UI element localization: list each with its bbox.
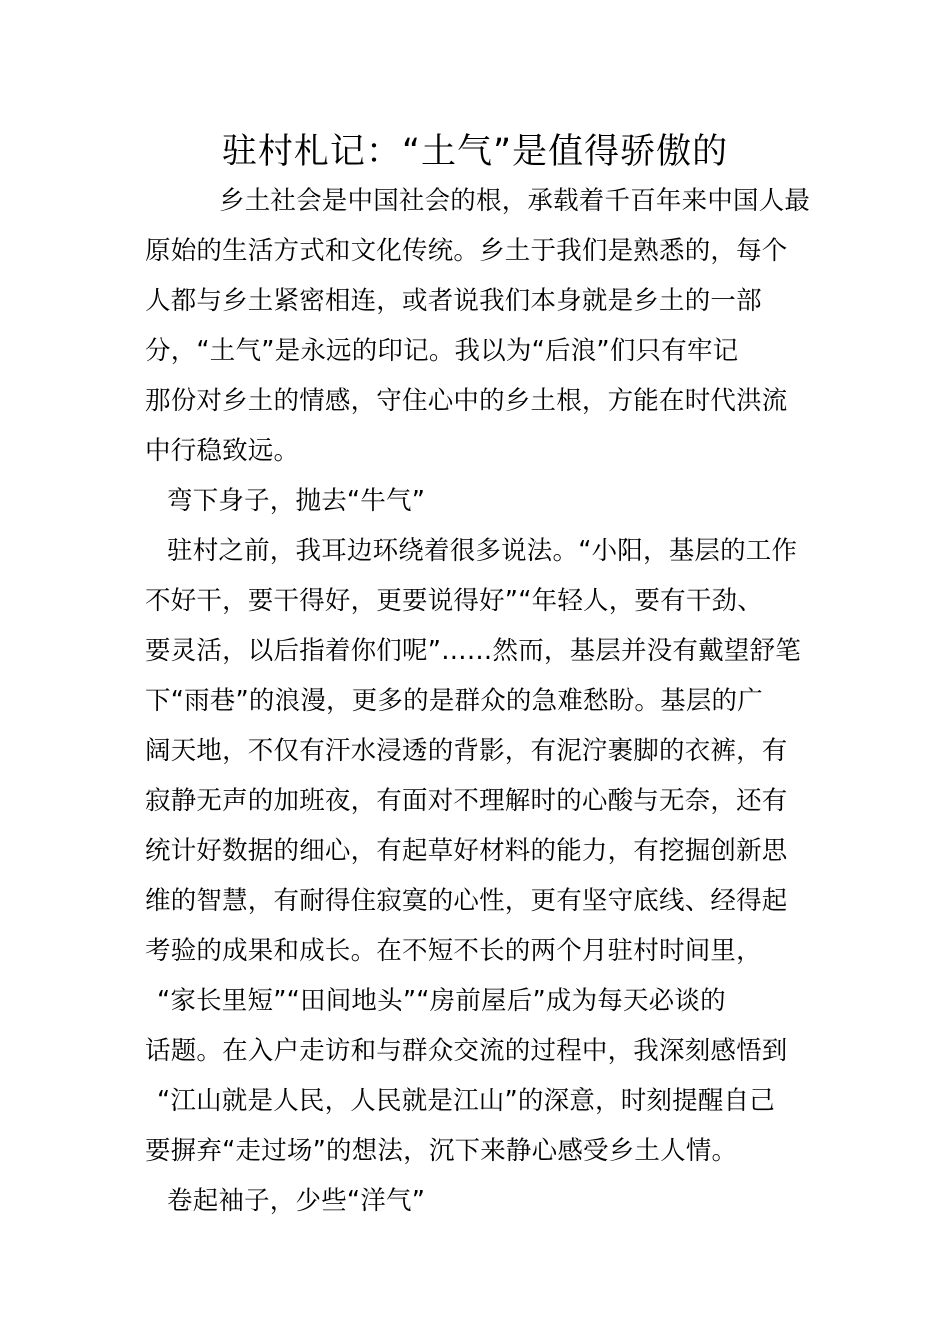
- paragraph-line: “家长里短”“田间地头”“房前屋后”成为每天必谈的: [157, 986, 726, 1016]
- paragraph-line: 中行稳致远。: [145, 436, 300, 466]
- paragraph-line: 维的智慧，有耐得住寂寞的心性，更有坚守底线、经得起: [145, 886, 788, 916]
- paragraph-line: 考验的成果和成长。在不短不长的两个月驻村时间里，: [145, 936, 762, 966]
- paragraph-line: 乡土社会是中国社会的根，承载着千百年来中国人最: [219, 186, 811, 216]
- document-title: 驻村札记：“土气”是值得骄傲的: [221, 132, 729, 172]
- paragraph-line: 不好干，要干得好，更要说得好”“年轻人，要有干劲、: [145, 586, 763, 616]
- section-heading: 卷起袖子，少些“洋气”: [167, 1186, 426, 1216]
- paragraph-line: 阔天地，不仅有汗水浸透的背影，有泥泞裹脚的衣裤，有: [145, 736, 788, 766]
- paragraph-line: 原始的生活方式和文化传统。乡土于我们是熟悉的，每个: [145, 236, 788, 266]
- paragraph-line: “江山就是人民，人民就是江山”的深意，时刻提醒自己: [157, 1086, 775, 1116]
- paragraph-line: 寂静无声的加班夜，有面对不理解时的心酸与无奈，还有: [145, 786, 788, 816]
- paragraph-line: 统计好数据的细心，有起草好材料的能力，有挖掘创新思: [145, 836, 788, 866]
- paragraph-line: 要灵活，以后指着你们呢”……然而，基层并没有戴望舒笔: [145, 636, 801, 666]
- paragraph-line: 那份对乡土的情感，守住心中的乡土根，方能在时代洪流: [145, 386, 788, 416]
- paragraph-line: 驻村之前，我耳边环绕着很多说法。“小阳，基层的工作: [167, 536, 798, 566]
- paragraph-line: 话题。在入户走访和与群众交流的过程中，我深刻感悟到: [145, 1036, 788, 1066]
- section-heading: 弯下身子，抛去“牛气”: [167, 486, 426, 516]
- paragraph-line: 要摒弃“走过场”的想法，沉下来静心感受乡土人情。: [145, 1136, 738, 1166]
- paragraph-line: 分，“土气”是永远的印记。我以为“后浪”们只有牢记: [145, 336, 739, 366]
- paragraph-line: 下“雨巷”的浪漫，更多的是群众的急难愁盼。基层的广: [145, 686, 763, 716]
- paragraph-line: 人都与乡土紧密相连，或者说我们本身就是乡土的一部: [145, 286, 762, 316]
